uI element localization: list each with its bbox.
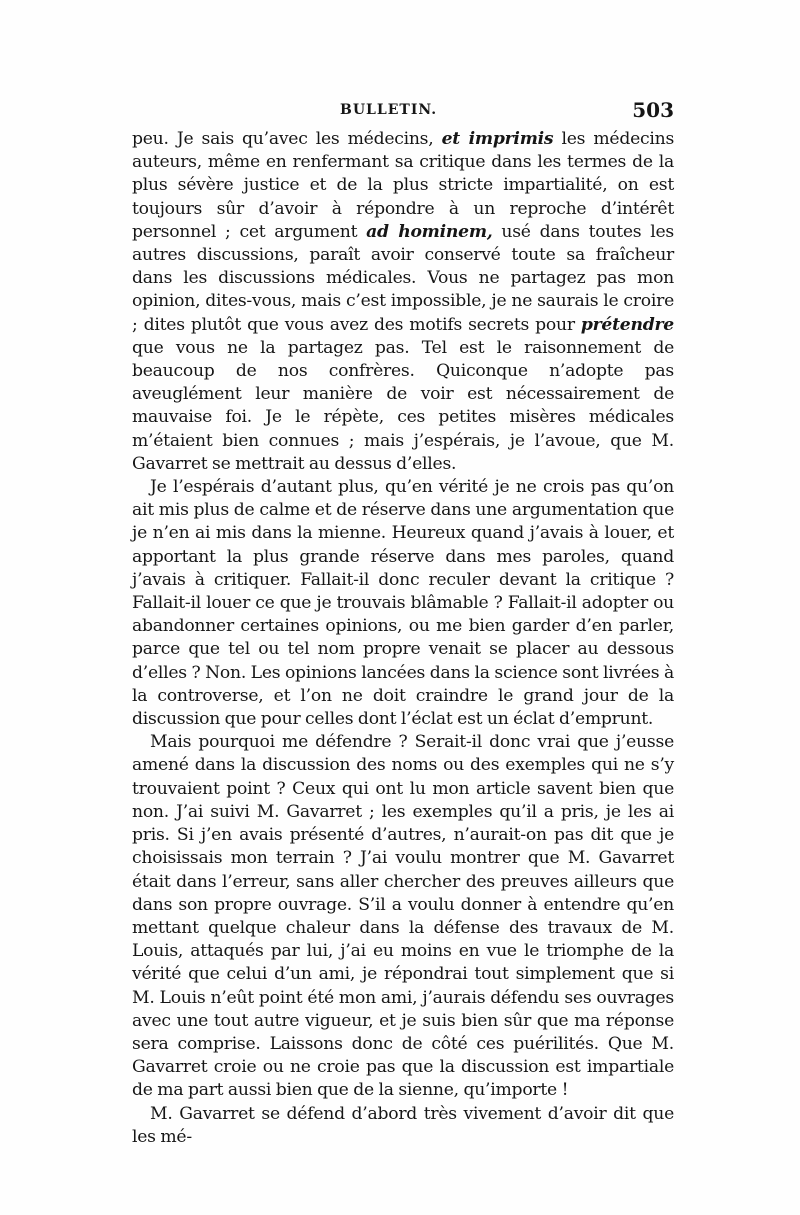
paragraph-4: M. Gavarret se défend d’abord très vivement d’avoir dit que les mé- [132, 1103, 674, 1147]
page-number: 503 [632, 98, 674, 122]
paragraph-1-part-5: usé dans toutes les autres discussions, paraît avoir conservé toute sa fraîcheur dans les discussions médicales. Vous ne partagez pas mon opinion, dites-vous, mais c’est impossible, je ne saurais le croire ; dites plutôt que vous avez des motifs secrets pour [132, 221, 674, 335]
paragraph-1-part-1: peu. Je sais qu’avec les médecins, [132, 129, 442, 149]
italic-pretendre: prétendre [580, 314, 674, 335]
paragraph-1-part-3: les médecins auteurs, même en renfermant sa critique dans les termes de la plus sévère justice et de la plus stricte impartialité, on est toujours sûr d’avoir à répondre à un reproche d’intérêt personnel ; cet argument [132, 129, 675, 242]
italic-ad-hominem: ad hominem, [366, 221, 493, 242]
paragraph-1 [132, 128, 674, 476]
italic-et-imprimis: et imprimis [441, 129, 554, 149]
paragraph-2: Je l’espérais d’autant plus, qu’en vérité je ne crois pas qu’on ait mis plus de calme et de réserve dans une argumentation que je n’en ai mis dans la mienne. Heureux quand j’avais à louer, et apportant la plus grande réserve dans mes paroles, quand j’avais à critiquer. Fallait-il donc reculer devant la critique ? Fallait-il louer ce que je trouvais blâmable ? Fallait-il adopter ou abandonner certaines opinions, ou me bien garder d’en parler, parce que tel ou tel nom propre venait se placer au dessous d’elles ? Non. Les opinions lancées dans la science sont livrées à la controverse, et l’on ne doit craindre le grand jour de la discussion que pour celles dont l’éclat est un éclat d’emprunt. [132, 477, 674, 730]
running-head: BULLETIN. [340, 102, 438, 118]
page-header [132, 98, 674, 128]
paragraph-3: Mais pourquoi me défendre ? Serait-il donc vrai que j’eusse amené dans la discussion des noms ou des exemples qui ne s’y trouvaient point ? Ceux qui ont lu mon article savent bien que non. J’ai suivi M. Gavarret ; les exemples qu’il a pris, je les ai pris. Si j’en avais présenté d’autres, n’aurait-on pas dit que je choisissais mon terrain ? J’ai voulu montrer que M. Gavarret était dans l’erreur, sans aller chercher des preuves ailleurs que dans son propre ouvrage. S’il a voulu donner à entendre qu’en mettant quelque chaleur dans la défense des travaux de M. Louis, attaqués par lui, j’ai eu moins en vue le triomphe de la vérité que celui d’un ami, je répondrai tout simplement que si M. Louis n’eût point été mon ami, j’aurais défendu ses ouvrages avec une tout autre vigueur, et je suis bien sûr que ma réponse sera comprise. Laissons donc de côté ces puérilités. Que M. Gavarret croie ou ne croie pas que la discussion est impartiale de ma part aussi bien que de la sienne, qu’importe ! [132, 732, 674, 1101]
paragraph-1-part-7: que vous ne la partagez pas. Tel est le raisonnement de beaucoup de nos confrères. Quiconque n’adopte pas aveuglément leur manière de voir est nécessairement de mauvaise foi. Je le répète, ces petites misères médicales m’étaient bien connues ; mais j’espérais, je l’avoue, que M. Gavarret se mettrait au dessus d’elles. [132, 337, 674, 474]
body-text [132, 128, 675, 1147]
